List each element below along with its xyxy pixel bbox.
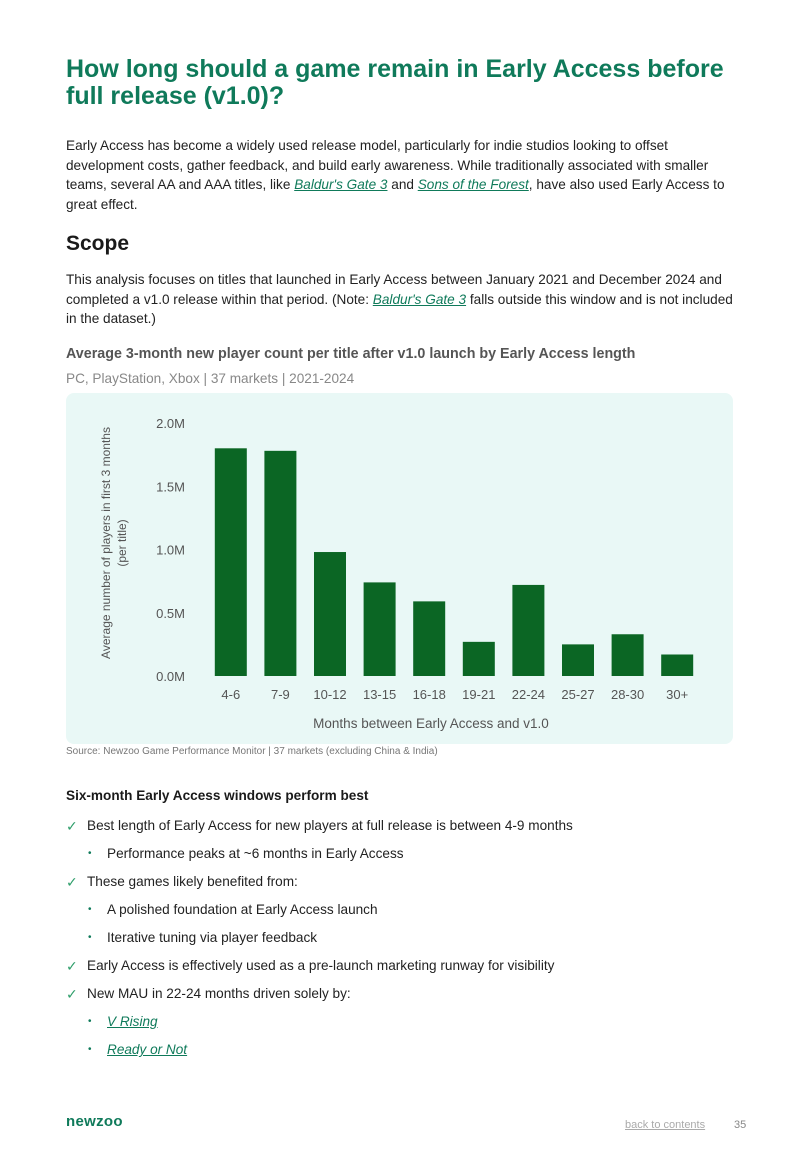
scope-text-1: This analysis focuses on titles that launched in Early Access between January 2021 and December 2024 and completed a v1.0 release within that period. (Note: <box>66 272 722 307</box>
y-tick-label: 1.5M <box>156 479 185 495</box>
x-tick-label: 4-6 <box>221 687 241 702</box>
bar-chart <box>66 393 733 744</box>
source-note: Source: Newzoo Game Performance Monitor | 37 markets (excluding China & India) <box>66 746 438 757</box>
finding-text: New MAU in 22-24 months driven solely by: <box>87 986 351 1001</box>
bar <box>364 582 396 676</box>
bar <box>661 654 693 676</box>
intro-paragraph <box>66 136 746 214</box>
finding-text: Best length of Early Access for new players at full release is between 4-9 months <box>87 818 573 833</box>
scope-heading: Scope <box>66 232 130 255</box>
y-axis-label: Average number of players in first 3 months <box>99 427 113 659</box>
findings-list <box>66 812 746 1064</box>
x-tick-label: 28-30 <box>610 687 645 702</box>
bar <box>512 585 544 676</box>
x-tick-label: 16-18 <box>412 687 446 702</box>
checkmark-icon: ✓ <box>66 986 78 1002</box>
bullet-icon: • <box>88 1044 92 1055</box>
x-tick-label: 30+ <box>666 687 689 702</box>
finding-text: Performance peaks at ~6 months in Early Access <box>107 846 404 861</box>
bar <box>463 642 495 676</box>
finding-text: Early Access is effectively used as a pre-launch marketing runway for visibility <box>87 958 555 973</box>
ready-or-not-link[interactable]: Ready or Not <box>107 1042 188 1057</box>
bullet-icon: • <box>88 848 92 859</box>
bar <box>413 601 445 676</box>
checkmark-icon: ✓ <box>66 958 78 974</box>
scope-text-2: falls outside this window and is not included in the dataset.) <box>66 291 733 326</box>
finding-text: Iterative tuning via player feedback <box>107 930 318 945</box>
bullet-icon: • <box>88 932 92 943</box>
bullet-icon: • <box>88 904 92 915</box>
bar <box>612 634 644 676</box>
checkmark-icon: ✓ <box>66 818 78 834</box>
x-tick-label: 13-15 <box>362 687 397 702</box>
checkmark-icon: ✓ <box>66 874 78 890</box>
y-tick-label: 1.0M <box>156 542 185 558</box>
y-tick-label: 2.0M <box>156 416 185 431</box>
page-title: How long should a game remain in Early Access before full release (v1.0)? <box>66 55 724 110</box>
baldurs-gate-link[interactable]: Baldur's Gate 3 <box>294 177 388 192</box>
finding-text: These games likely benefited from: <box>87 874 298 889</box>
finding-subitem <box>66 924 746 952</box>
y-tick-label: 0.5M <box>156 605 185 621</box>
bar <box>562 644 594 676</box>
x-tick-label: 22-24 <box>511 687 546 702</box>
intro-text-3: , have also used Early Access to great effect. <box>66 177 725 212</box>
chart-title: Average 3-month new player count per title after v1.0 launch by Early Access length <box>66 346 636 362</box>
finding-item <box>66 952 746 980</box>
y-tick-label: 0.0M <box>156 669 185 684</box>
chart-subtitle: PC, PlayStation, Xbox | 37 markets | 2021-2024 <box>66 371 355 386</box>
finding-subitem <box>66 1008 746 1036</box>
page-number: 35 <box>734 1119 747 1131</box>
finding-text: A polished foundation at Early Access launch <box>107 902 378 917</box>
chart-container <box>66 393 733 744</box>
bullet-icon: • <box>88 1016 92 1027</box>
y-axis-label-secondary: (per title) <box>115 519 129 567</box>
x-axis-label: Months between Early Access and v1.0 <box>313 716 549 731</box>
x-tick-label: 19-21 <box>462 687 496 702</box>
bar <box>264 451 296 676</box>
scope-baldurs-gate-link[interactable]: Baldur's Gate 3 <box>372 291 467 307</box>
bar <box>314 552 346 676</box>
back-to-contents-link[interactable]: back to contents <box>625 1119 706 1131</box>
x-tick-label: 7-9 <box>271 687 290 702</box>
finding-item <box>66 868 746 896</box>
v-rising-link[interactable]: V Rising <box>107 1014 158 1029</box>
finding-subitem <box>66 896 746 924</box>
x-tick-label: 10-12 <box>313 687 347 702</box>
bar <box>215 448 247 676</box>
x-tick-label: 25-27 <box>561 687 595 702</box>
intro-text-1: Early Access has become a widely used release model, particularly for indie studios looking to offset development costs, gather feedback, and build early awareness. While traditionally associated with smaller teams, several AA and AAA titles, like <box>66 138 709 192</box>
scope-paragraph <box>66 270 746 329</box>
finding-item <box>66 980 746 1008</box>
finding-item <box>66 812 746 840</box>
newzoo-logo[interactable]: newzoo <box>66 1113 123 1130</box>
finding-subitem <box>66 840 746 868</box>
findings-heading: Six-month Early Access windows perform best <box>66 788 369 803</box>
intro-text-2: and <box>387 177 418 192</box>
finding-subitem <box>66 1036 746 1064</box>
sons-of-the-forest-link[interactable]: Sons of the Forest <box>417 177 529 192</box>
